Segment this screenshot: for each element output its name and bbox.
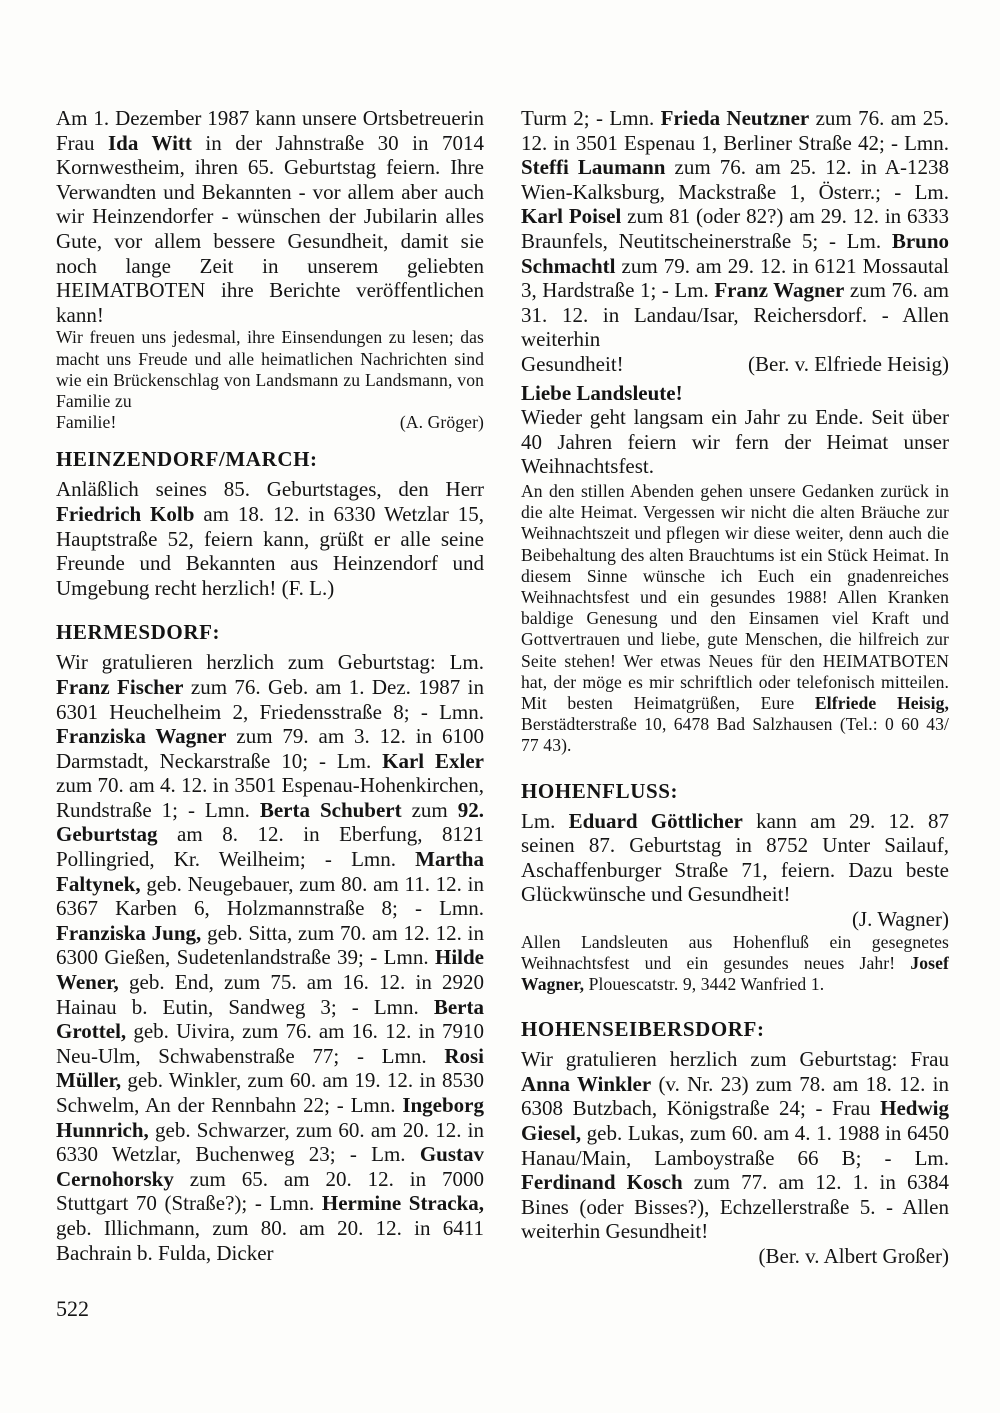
text-run: zum 70. am 4. 12. in 3501 Espenau-Hohenkirchen, Rundstraße 1; - Lmn.: [56, 773, 484, 822]
text-run: Allen Landsleuten aus Hohenfluß ein gesegnetes Weihnachtsfest und ein gesundes neues Jahr!: [521, 931, 949, 973]
bold-name: Friedrich Kolb: [56, 501, 195, 526]
christmas-wishes-paragraph: [521, 481, 949, 757]
bold-name: Hermine Stracka,: [321, 1191, 485, 1216]
hohenfluss-signature: (J. Wagner): [851, 906, 949, 931]
bold-name: Anna Winkler: [521, 1071, 652, 1096]
text-run: zum 76. am 31. 12. in Landau/Isar, Reichersdorf. - Allen weiterhin: [521, 278, 949, 352]
text-run: geb. End, zum 75. am 16. 12. in 2920 Hainau b. Eutin, Sandweg 3; - Lmn.: [56, 970, 484, 1019]
bold-name: Steffi Laumann: [521, 155, 666, 180]
bold-name: Josef Wagner,: [521, 952, 949, 994]
page-number: 522: [56, 1296, 89, 1321]
bold-name: Berta Grottel,: [56, 994, 484, 1044]
text-run: zum 76. am 25. 12. in 3501 Espenau 1, Berliner Straße 42; - Lmn.: [521, 106, 949, 155]
bold-name: Ingeborg Hunnrich,: [56, 1093, 484, 1142]
text-run: geb. Neugebauer, zum 80. am 11. 12. in 6367 Karben 6, Holzmannstraße 8; - Lmn.: [56, 871, 484, 921]
text-run: zum 81 (oder 82?) am 29. 12. in 6333 Braunfels, Neutitscheinerstraße 5; - Lm.: [521, 204, 949, 253]
bold-name: Frieda Neutzner: [660, 106, 810, 130]
hohenseibersdorf-heading: HOHENSEIBERSDORF:: [521, 1017, 765, 1042]
groeger-note-paragraph: Wir freuen uns jedesmal, ihre Einsendungen zu lesen; das macht uns Freude und alle heimatlichen Nachrichten sind wie ein Brückenschlag von Landsmann zu Landsmann, von Familie zu: [56, 327, 484, 411]
christmas-intro-paragraph: Wieder geht langsam ein Jahr zu Ende. Seit über 40 Jahren feiern wir fern der Heimat unser Weihnachtsfest.: [521, 405, 949, 479]
bold-name: Franz Fischer: [56, 674, 184, 699]
text-run: geb. Sitta, zum 70. am 12. 12. in 6300 Gießen, Sudetenlandstraße 39; - Lmn.: [56, 920, 484, 970]
text-run: Am 1. Dezember 1987 kann unsere Ortsbetreuerin Frau: [56, 106, 484, 155]
text-run: geb. Winkler, zum 60. am 19. 12. in 8530 Schwelm, An der Rennbahn 22; - Lmn.: [56, 1068, 484, 1118]
bold-name: Karl Exler: [382, 748, 484, 773]
bold-name: Franziska Wagner: [56, 724, 227, 749]
text-run: Wir gratulieren herzlich zum Geburtstag: Frau: [521, 1047, 949, 1072]
bold-name: 92. Geburtstag: [56, 797, 484, 847]
text-run: Berstädterstraße 10, 6478 Bad Salzhausen (Tel.: 0 60 43/ 77 43).: [521, 714, 949, 756]
text-run: zum 79. am 29. 12. in 6121 Mossautal 3, Hardstraße 1; - Lm.: [521, 253, 949, 303]
heisig-report-last-word: Gesundheit!: [521, 351, 624, 376]
bold-name: Rosi Müller,: [56, 1043, 484, 1093]
right-column: [521, 106, 949, 1268]
text-run: zum 77. am 12. 1. in 6384 Bines (oder Bisses?), Echzellerstraße 5. - Allen weiterhin Gesundheit!: [521, 1170, 949, 1244]
bold-name: Ida Witt: [108, 130, 192, 155]
text-run: An den stillen Abenden gehen unsere Gedanken zurück in die alte Heimat. Vergessen wir nicht die alten Bräuche zur Weihnachtszeit und pflegen wir diese weiter, denn auch die Beibehaltung des alten Brauchtums ist ein Stück Heimat. In diesem Sinne wünsche ich Euch ein gnadenreiches Weihnachtsfest und ein gesundes 1988! Allen Kranken baldige Genesung und den Einsamen viel Kraft und Gottvertrauen und liebe, gute Menschen, die hilfreich zur Seite stehen! Wer etwas Neues für den HEIMATBOTEN hat, der möge es mir schriftlich oder telefonisch mitteilen. Mit besten Heimatgrüßen, Eure: [521, 480, 949, 713]
bold-name: Eduard Göttlicher: [568, 808, 743, 833]
text-run: (v. Nr. 23) zum 78. am 18. 12. in 6308 Butzbach, Königstraße 24; - Frau: [521, 1071, 949, 1121]
text-run: am 8. 12. in Eberfung, 8121 Pollingried, Kr. Weilheim; - Lmn.: [56, 822, 484, 872]
text-run: am 18. 12. in 6330 Wetzlar 15, Hauptstraße 52, feiern kann, grüßt er alle seine Freunde und Bekannten aus Heinzendorf und Umgebung recht herzlich! (F. L.): [56, 501, 484, 600]
bold-name: Hedwig Giesel,: [521, 1096, 949, 1145]
heinzendorf-heading: HEINZENDORF/MARCH:: [56, 447, 318, 472]
text-run: zum 65. am 20. 12. in 7000 Stuttgart 70 (Straße?); - Lmn.: [56, 1166, 484, 1216]
groeger-note-last-word: Familie!: [56, 412, 117, 433]
birthday-list-continued: [521, 106, 949, 352]
bold-name: Elfriede Heisig,: [814, 692, 949, 713]
ida-witt-birthday-paragraph: [56, 106, 484, 327]
text-run: zum: [401, 797, 458, 822]
text-run: Plouescatstr. 9, 3442 Wanfried 1.: [584, 973, 825, 994]
bold-name: Gustav Cernohorsky: [56, 1142, 484, 1191]
hohenseibersdorf-signature: (Ber. v. Albert Großer): [758, 1243, 949, 1268]
heisig-report-signature: (Ber. v. Elfriede Heisig): [748, 351, 949, 376]
bold-name: Berta Schubert: [259, 797, 402, 822]
hohenseibersdorf-paragraph: [521, 1047, 949, 1244]
text-run: Turm 2; - Lmn.: [521, 106, 661, 130]
text-run: geb. Illichmann, zum 80. am 20. 12. in 6411 Bachrain b. Fulda, Dicker: [56, 1215, 484, 1265]
hohenfluss-heading: HOHENFLUSS:: [521, 778, 679, 803]
text-run: in der Jahnstraße 30 in 7014 Kornwestheim, ihren 65. Geburtstag feiern. Ihre Verwandten und Bekannten - vor allem aber auch wir Heinzendorfer - wünschen der Jubilarin alles Gute, vor allem bessere Gesundheit, damit sie noch lange Zeit in unserem geliebten HEIMATBOTEN ihre Berichte veröffentlichen kann!: [56, 130, 485, 327]
groeger-note-last-line: [56, 412, 484, 433]
hermesdorf-paragraph: [56, 650, 484, 1265]
bold-name: Martha Faltynek,: [56, 847, 484, 896]
bold-name: Karl Poisel: [521, 204, 622, 229]
text-run: kann am 29. 12. 87 seinen 87. Geburtstag in 8752 Unter Sailauf, Aschaffenburger Straße 71, feiern. Dazu beste Glückwünsche und Gesundheit!: [521, 808, 949, 907]
heinzendorf-paragraph: [56, 477, 484, 600]
hohenfluss-paragraph: [521, 809, 949, 907]
bold-name: Franz Wagner: [714, 278, 845, 303]
bold-name: Franziska Jung,: [56, 920, 202, 945]
left-column: [56, 106, 484, 1265]
text-run: geb. Uivira, zum 76. am 16. 12. in 7910 Neu-Ulm, Schwabenstraße 77; - Lmn.: [56, 1019, 484, 1068]
greeting-heading: Liebe Landsleute!: [521, 380, 683, 405]
text-run: Wir gratulieren herzlich zum Geburtstag: Lm.: [56, 650, 484, 675]
heisig-report-last-line: [521, 352, 949, 377]
bold-name: Ferdinand Kosch: [521, 1170, 683, 1195]
bold-name: Hilde Wener,: [56, 945, 484, 995]
hohenfluss-greeting-paragraph: [521, 932, 949, 996]
text-run: Lm.: [521, 808, 569, 833]
text-run: zum 76. am 25. 12. in A-1238 Wien-Kalksburg, Mackstraße 1, Österr.; - Lm.: [521, 155, 949, 204]
text-run: zum 76. Geb. am 1. Dez. 1987 in 6301 Heuchelheim 2, Friedensstraße 8; - Lmn.: [56, 674, 484, 724]
hermesdorf-heading: HERMESDORF:: [56, 620, 221, 645]
text-run: geb. Schwarzer, zum 60. am 20. 12. in 6330 Wetzlar, Buchenweg 23; - Lm.: [56, 1117, 484, 1167]
text-run: Anläßlich seines 85. Geburtstages, den Herr: [56, 477, 484, 502]
groeger-signature: (A. Gröger): [399, 412, 484, 433]
text-run: geb. Lukas, zum 60. am 4. 1. 1988 in 6450 Hanau/Main, Lamboystraße 66 B; - Lm.: [521, 1120, 949, 1170]
bold-name: Bruno Schmachtl: [521, 228, 949, 278]
text-run: zum 79. am 3. 12. in 6100 Darmstadt, Neckarstraße 10; - Lm.: [56, 724, 484, 773]
